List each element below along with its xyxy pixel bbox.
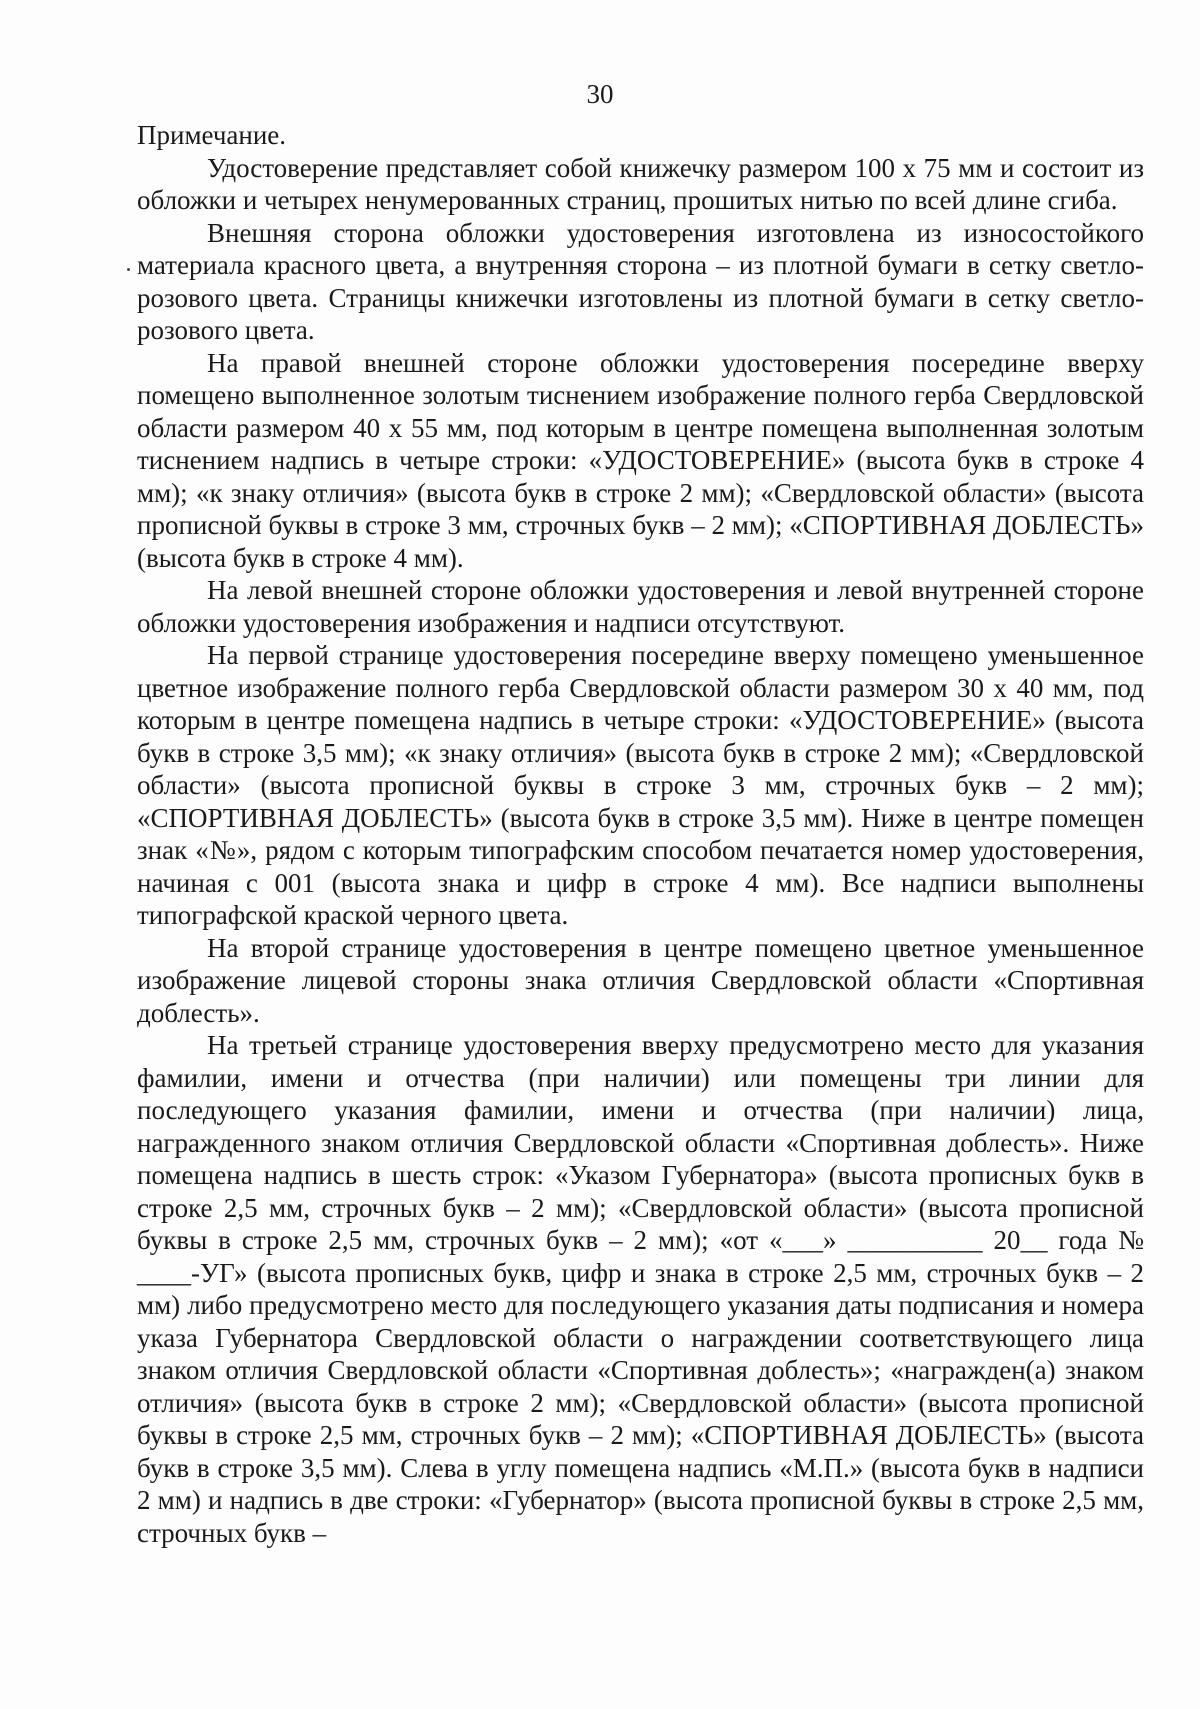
scan-speck bbox=[127, 268, 130, 271]
paragraph-second-page: На второй странице удостоверения в центре помещено цветное уменьшенное изображение лицевой стороны знака отличия Свердловской области «Спортивная доблесть». bbox=[137, 932, 1144, 1028]
paragraph-first-page: На первой странице удостоверения посередине вверху помещено уменьшенное цветное изображение полного герба Свердловской области размером 30 x 40 мм, под которым в центре помещена надпись в четыре строки: «УДОСТОВЕРЕНИЕ» (высота букв в строке 3,5 мм); «к знаку отличия» (высота букв в строке 2 мм); «Свердловской области» (высота прописной буквы в строке 3 мм, строчных букв – 2 мм); «СПОРТИВНАЯ ДОБЛЕСТЬ» (высота букв в строке 3,5 мм). Ниже в центре помещен знак «№», рядом с которым типографским способом печатается номер удостоверения, начиная с 001 (высота знака и цифр в строке 4 мм). Все надписи выполнены типографской краской черного цвета. bbox=[137, 640, 1144, 930]
paragraph-third-page: На третьей странице удостоверения вверху предусмотрено место для указания фамилии, имени и отчества (при наличии) или помещены три линии для последующего указания фамилии, имени и отчества (при наличии) лица, награжденного знаком отличия Свердловской области «Спортивная доблесть». Ниже помещена надпись в шесть строк: «Указом Губернатора» (высота прописных букв в строке 2,5 мм, строчных букв – 2 мм); «Свердловской области» (высота прописной буквы в строке 2,5 мм, строчных букв – 2 мм); «от «___» __________ 20__ года № ____-УГ» (высота прописных букв, цифр и знака в строке 2,5 мм, строчных букв – 2 мм) либо предусмотрено место для последующего указания даты подписания и номера указа Губернатора Свердловской области о награждении соответствующего лица знаком отличия Свердловской области «Спортивная доблесть»; «награжден(а) знаком отличия» (высота букв в строке 2 мм); «Свердловской области» (высота прописной буквы в строке 2,5 мм, строчных букв – 2 мм); «СПОРТИВНАЯ ДОБЛЕСТЬ» (высота букв в строке 3,5 мм). Слева в углу помещена надпись «М.П.» (высота букв в надписи 2 мм) и надпись в две строки: «Губернатор» (высота прописной буквы в строке 2,5 мм, строчных букв – bbox=[137, 1030, 1144, 1548]
paragraph-cover-material: Внешняя сторона обложки удостоверения изготовлена из износостойкого материала красного цвета, а внутренняя сторона – из плотной бумаги в сетку светло-розового цвета. Страницы книжечки изготовлены из плотной бумаги в сетку светло-розового цвета. bbox=[137, 217, 1144, 345]
paragraph-right-outer-cover: На правой внешней стороне обложки удостоверения посередине вверху помещено выполненное золотым тиснением изображение полного герба Свердловской области размером 40 x 55 мм, под которым в центре помещена выполненная золотым тиснением надпись в четыре строки: «УДОСТОВЕРЕНИЕ» (высота букв в строке 4 мм); «к знаку отличия» (высота букв в строке 2 мм); «Свердловской области» (высота прописной буквы в строке 3 мм, строчных букв – 2 мм); «СПОРТИВНАЯ ДОБЛЕСТЬ» (высота букв в строке 4 мм). bbox=[137, 347, 1144, 573]
page-number: 30 bbox=[586, 79, 614, 109]
note-label: Примечание. bbox=[137, 120, 287, 150]
document-body bbox=[137, 119, 1144, 1549]
paragraph-certificate-format: Удостоверение представляет собой книжечку размером 100 x 75 мм и состоит из обложки и четырех ненумерованных страниц, прошитых нитью по всей длине сгиба. bbox=[137, 152, 1144, 215]
paragraph-left-cover: На левой внешней стороне обложки удостоверения и левой внутренней стороне обложки удостоверения изображения и надписи отсутствуют. bbox=[137, 575, 1144, 638]
